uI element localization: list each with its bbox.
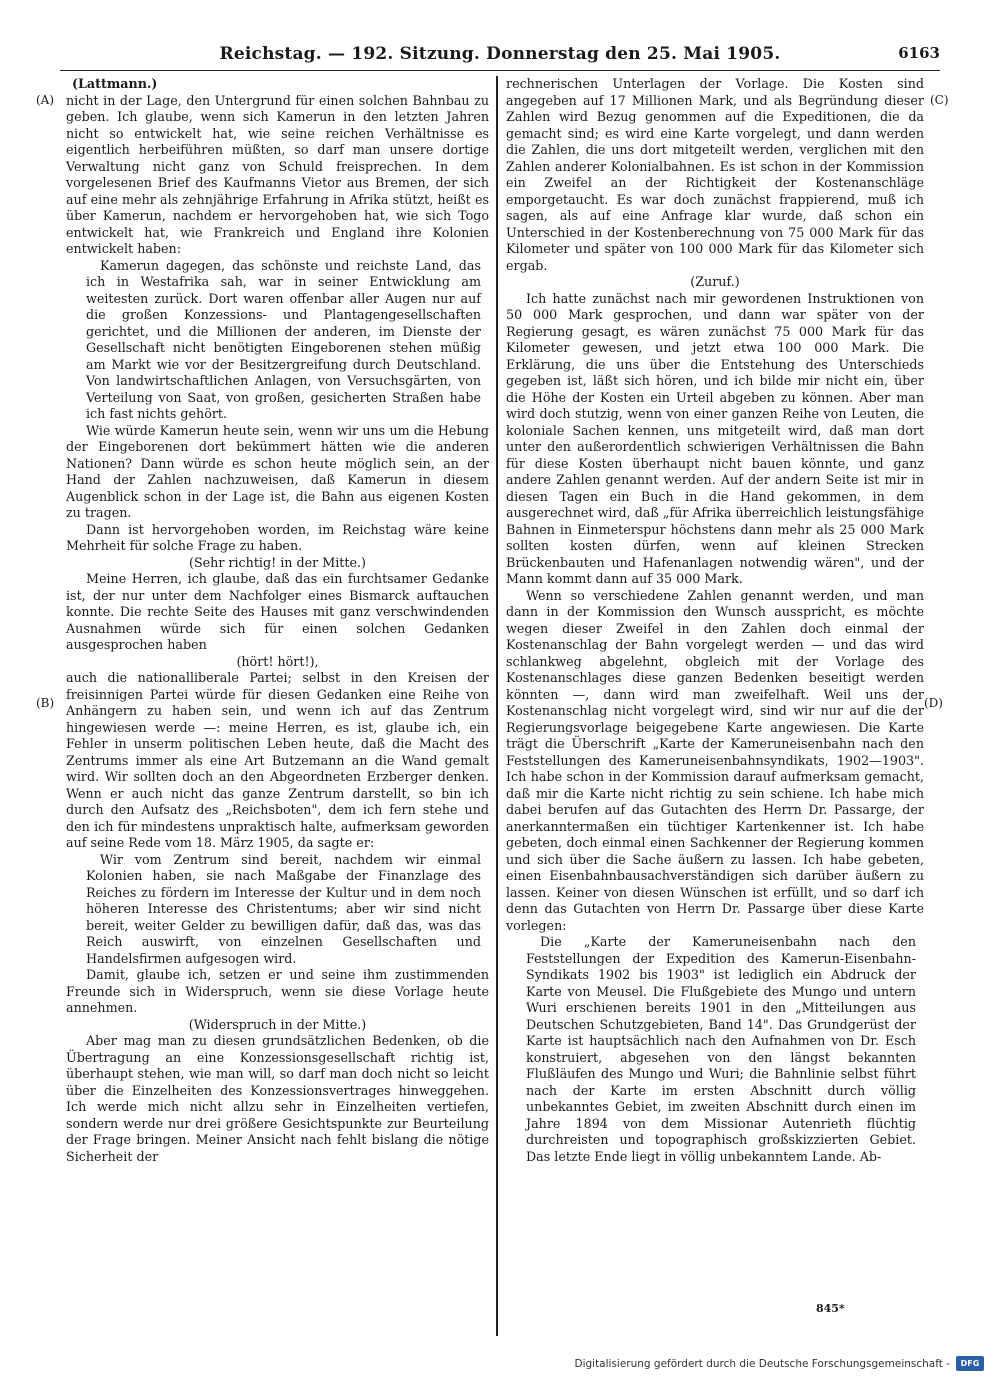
paragraph: Wenn so verschiedene Zahlen genannt werden, und man dann in der Kommission den Wunsch ausspricht, es möchte wegen dieser Zweifel in den Zahlen doch einmal der Kostenanschlag der Bahn vorgelegt werden — und das wird schlankweg abgelehnt, obgleich mit der Vorlage des Kostenanschlages diese ganzen Bedenken beseitigt werden könnten —, dann wird man zweifelhaft. Weil uns der Kostenanschlag nicht vorgelegt wird, sind wir nur auf die der Regierungsvorlage beigegebene Karte angewiesen. Die Karte trägt die Überschrift „Karte der Kameruneisenbahn nach den Feststellungen des Kameruneisenbahnsyndikats, 1902—1903". Ich habe schon in der Kommission darauf aufmerksam gemacht, daß mir die Karte nicht richtig zu sein schiene. Ich habe mich dabei berufen auf das Gutachten des Herrn Dr. Passarge, der anerkanntermaßen ein tüchtiger Kartenkenner ist. Ich habe gebeten, doch einmal einen Sachkenner der Regierung kommen und sich über die Sache äußern zu lassen. Ich habe gebeten, einen Eisenbahnbausachverständigen sich darüber äußern zu lassen. Keiner von diesen Wünschen ist erfüllt, und so darf ich denn das Gutachten von Herrn Dr. Passarge über diese Karte vorlegen:	[506, 587, 924, 933]
paragraph: Wie würde Kamerun heute sein, wenn wir uns um die Hebung der Eingeborenen dort bekümmert hätten wie die anderen Nationen? Dann würde es schon heute möglich sein, an der Hand der Zahlen nachzuweisen, daß Kamerun in diesem Augenblick schon in der Lage ist, die Bahn aus eigenen Kosten zu tragen.	[66, 422, 489, 520]
dfg-logo-icon: DFG	[956, 1356, 984, 1371]
page-header	[60, 44, 940, 71]
interjection: (Sehr richtig! in der Mitte.)	[189, 554, 366, 570]
page-title: Reichstag. — 192. Sitzung. Donnerstag den 25. Mai 1905.	[219, 44, 781, 64]
footer	[574, 1356, 984, 1371]
margin-mark-c: (C)	[930, 93, 949, 107]
paragraph: nicht in der Lage, den Untergrund für einen solchen Bahnbau zu geben. Ich glaube, wenn sich Kamerun in den letzten Jahren nicht so entwickelt hat, wie seine reichen Verhältnisse es eigentlich herbeiführen müßten, so darf man unsere dortige Verwaltung nicht ganz von Schuld freisprechen. In dem vorgelesenen Brief des Kaufmanns Vietor aus Bremen, der sich auf eine mehr als zehnjährige Erfahrung in Afrika stützt, heißt es über Kamerun, nachdem er hervorgehoben hat, wie sich Togo entwickelt hat, wie Frankreich und England ihre Kolonien entwickelt haben:	[66, 92, 489, 256]
paragraph: Meine Herren, ich glaube, daß das ein furchtsamer Gedanke ist, der nur unter dem Nachfolger eines Bismarck auftauchen konnte. Die rechte Seite des Hauses mit ganz verschwindenden Ausnahmen würde sich für einen solchen Gedanken ausgesprochen haben	[66, 571, 489, 652]
block-quote: Die „Karte der Kameruneisenbahn nach den Feststellungen der Expedition des Kamerun-Eisenbahn-Syndikats 1902 bis 1903" ist lediglich ein Abdruck der Karte von Meusel. Die Flußgebiete des Mungo und untern Wuri erschienen bereits 1901 in den „Mitteilungen aus Deutschen Schutzgebieten, Band 14". Das Grundgerüst der Karte ist hauptsächlich nach den Aufnahmen von Dr. Esch konstruiert, abgesehen von den längst bekannten Flußläufen des Mungo und Wuri; die Bahnlinie selbst führt nach der Karte im ersten Abschnitt durch völlig unbekanntes Gebiet, im zweiten Abschnitt durch einen im Jahre 1894 von dem Missionar Autenrieth flüchtig durchreisten und topographisch großskizzierten Gebiet. Das letzte Ende liegt in völlig unbekanntem Lande. Ab-	[526, 934, 916, 1164]
block-quote: Kamerun dagegen, das schönste und reichste Land, das ich in Westafrika sah, war in seiner Entwicklung am weitesten zurück. Dort waren offenbar aller Augen nur auf die großen Konzessions- und Plantagengesellschaften gerichtet, und die Millionen der anderen, im Dienste der Gesellschaft nicht benötigten Eingeborenen stehen müßig am Markt wie vor der Besitzergreifung durch Deutschland. Von landwirtschaftlichen Anlagen, von Versuchsgärten, von Verteilung von Saat, von großen, gesicherten Straßen habe ich fast nichts gehört.	[86, 257, 481, 421]
page-number: 6163	[898, 44, 940, 62]
footer-text: Digitalisierung gefördert durch die Deutsche Forschungsgemeinschaft -	[574, 1357, 950, 1370]
block-quote: Wir vom Zentrum sind bereit, nachdem wir einmal Kolonien haben, sie nach Maßgabe der Finanzlage des Reiches zu fördern im Interesse der Kultur und in dem noch höheren Interesse des Christentums; aber wir sind nicht bereit, weiter Gelder zu bewilligen dafür, daß das, was das Reich auswirft, von einzelnen Gesellschaften und Handelsfirmen aufgesogen wird.	[86, 851, 481, 966]
margin-mark-d: (D)	[924, 696, 943, 710]
paragraph: Ich hatte zunächst nach mir gewordenen Instruktionen von 50 000 Mark gesprochen, und dann war später von der Regierung gesagt, es wären zunächst 75 000 Mark für das Kilometer gewesen, und jetzt etwa 100 000 Mark. Die Erklärung, die uns über die Entstehung des Unterschieds gegeben ist, läßt sich hören, und ich bilde mir nicht ein, über die Höhe der Kosten ein Urteil abgeben zu können. Aber man wird doch stutzig, wenn von einer ganzen Reihe von Leuten, die koloniale Sachen kennen, uns mitgeteilt wird, daß man dort unter den außerordentlich schwierigen Verhältnissen die Bahn für diese Kosten überhaupt nicht bauen könnte, und ganz andere Zahlen genannt werden. Auf der andern Seite ist mir in diesen Tagen ein Buch in die Hand gekommen, in dem ausgerechnet wird, daß „für Afrika überreichlich leistungsfähige Bahnen in Einmeterspur höchstens dann mehr als 25 000 Mark sollten kosten dürfen, wenn auf kleinen Strecken Brückenbauten und Hafenanlagen notwendig wären", und der Mann kommt dann auf 35 000 Mark.	[506, 290, 925, 586]
interjection: (hört! hört!),	[236, 653, 319, 669]
margin-mark-a: (A)	[36, 93, 55, 107]
interjection: (Zuruf.)	[690, 274, 740, 289]
left-column	[66, 76, 489, 1165]
signature-mark: 845*	[816, 1302, 845, 1315]
right-column	[506, 76, 924, 1165]
paragraph: Dann ist hervorgehoben worden, im Reichstag wäre keine Mehrheit für solche Frage zu haben.	[66, 521, 489, 553]
interjection: (Widerspruch in der Mitte.)	[188, 1016, 367, 1032]
paragraph: rechnerischen Unterlagen der Vorlage. Die Kosten sind angegeben auf 17 Millionen Mark, und als Begründung dieser Zahlen wird Bezug genommen auf die Expeditionen, die da gemacht sind; es wird eine Karte vorgelegt, und dann werden die Zahlen, die uns dort mitgeteilt werden, verglichen mit den Zahlen anderer Kolonialbahnen. Es ist schon in der Kommission ein Zweifel an der Richtigkeit der Kostenanschläge emporgetaucht. Es war doch zunächst frappierend, muß ich sagen, als auf eine Anfrage klar wurde, daß schon ein Unterschied in der Kostenberechnung von 75 000 Mark für das Kilometer und später von 100 000 Mark für das Kilometer sich ergab.	[506, 76, 924, 273]
paragraph: auch die nationalliberale Partei; selbst in den Kreisen der freisinnigen Partei würde für diesen Gedanken eine Reihe von Anhängern zu haben sein, und wenn ich auf das Zentrum hingewiesen werde —: meine Herren, es ist, glaube ich, ein Fehler in unserm politischen Leben heute, daß die Macht des Zentrums immer als eine Art Butzemann an die Wand gemalt wird. Wir sollten doch an den Abgeordneten Erzberger denken. Wenn er auch nicht das ganze Zentrum darstellt, so bin ich durch den Aufsatz des „Reichsboten", dem ich fern stehe und den ich für mindestens unpraktisch halte, aufmerksam geworden auf seine Rede vom 18. März 1905, da sagte er:	[66, 670, 489, 850]
paragraph: Damit, glaube ich, setzen er und seine ihm zustimmenden Freunde sich in Widerspruch, wenn sie diese Vorlage heute annehmen.	[66, 967, 489, 1015]
speaker-label: (Lattmann.)	[72, 76, 158, 91]
column-divider	[496, 76, 498, 1336]
margin-mark-b: (B)	[36, 696, 55, 710]
paragraph: Aber mag man zu diesen grundsätzlichen Bedenken, ob die Übertragung an eine Konzessionsgesellschaft richtig ist, überhaupt stehen, wie man will, so darf man doch nicht so leicht über die Einzelheiten des Konzessionsvertrages hinweggehen. Ich werde mich nicht allzu sehr in Einzelheiten vertiefen, sondern werde nur drei größere Gesichtspunkte zur Beurteilung der Frage bringen. Meiner Ansicht nach fehlt bislang die nötige Sicherheit der	[66, 1033, 489, 1164]
